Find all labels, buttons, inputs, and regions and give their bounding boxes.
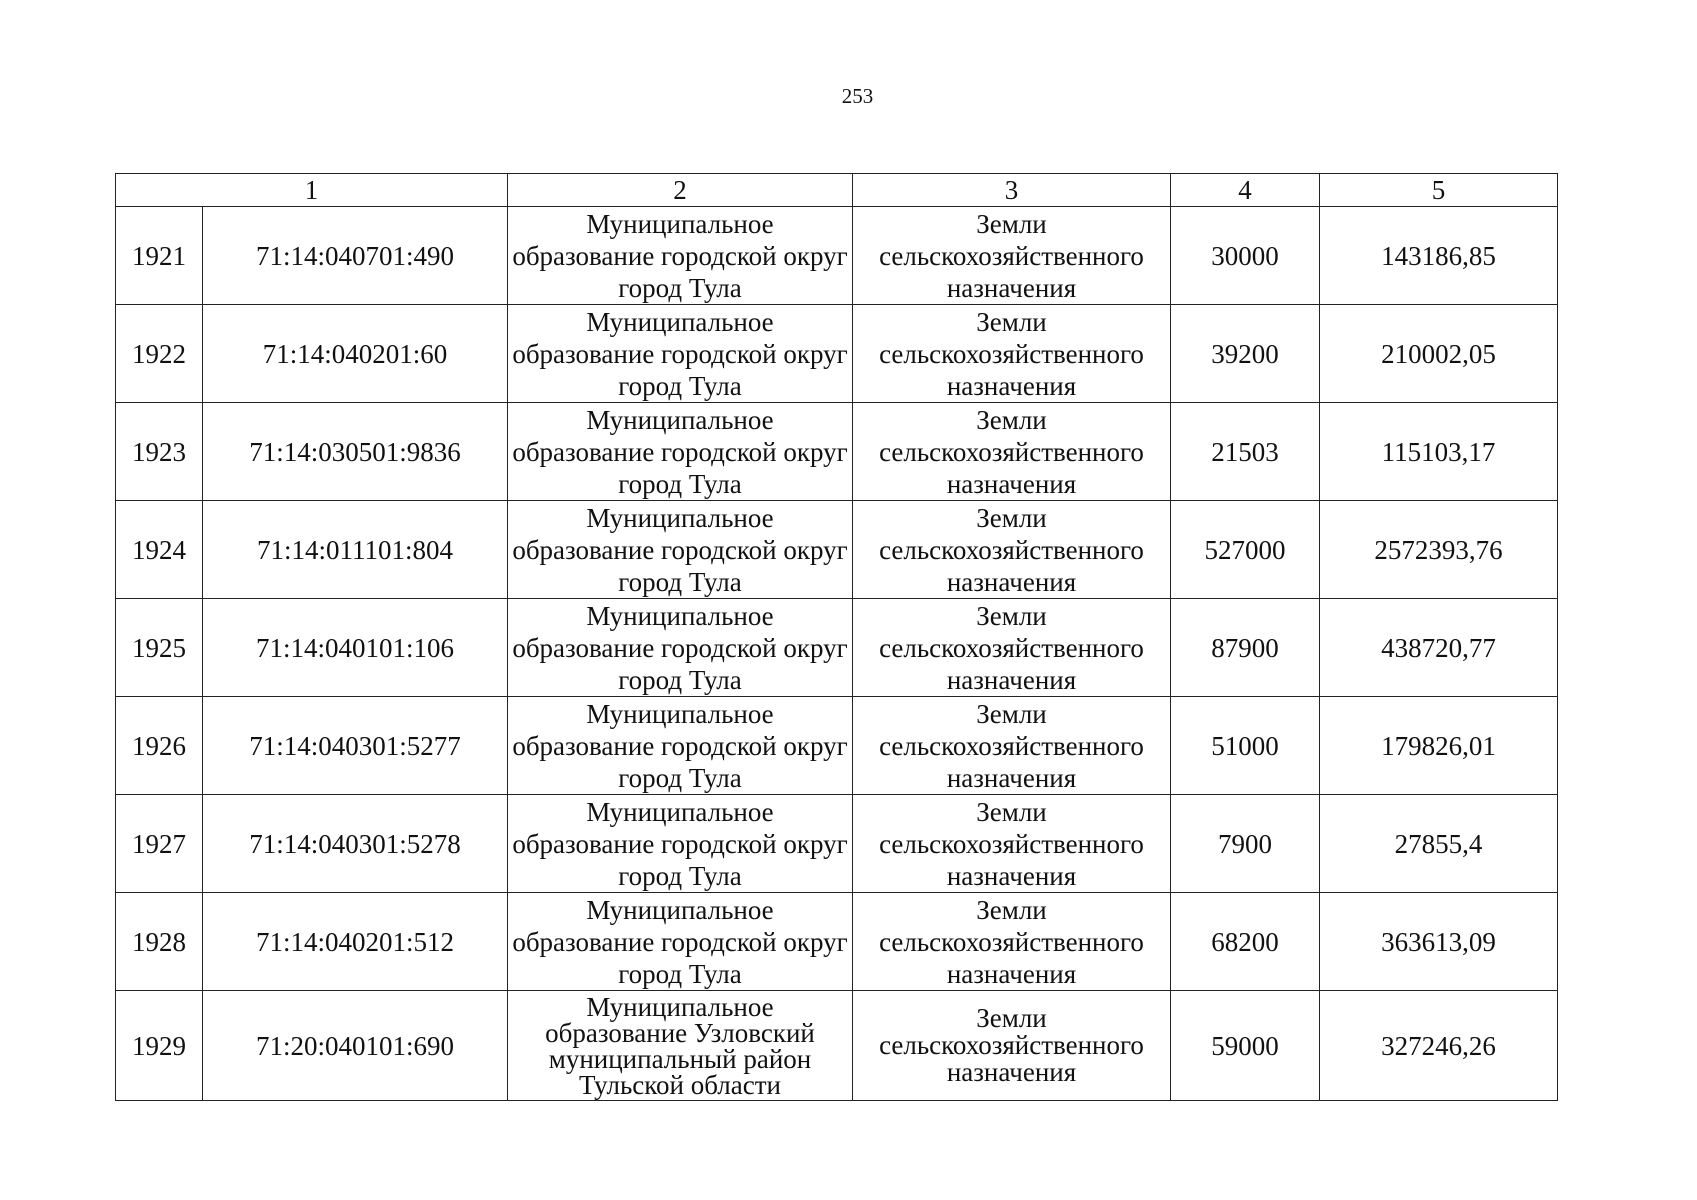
area-cell: 51000	[1171, 697, 1320, 795]
table-row	[116, 501, 1558, 599]
table-row	[116, 991, 1558, 1101]
cadastral-number-cell: 71:14:011101:804	[203, 501, 508, 599]
column-header-4: 4	[1171, 174, 1320, 207]
cadastral-number-cell: 71:14:040101:106	[203, 599, 508, 697]
cadastral-value-cell: 115103,17	[1320, 403, 1558, 501]
row-number-cell: 1923	[116, 403, 203, 501]
row-number-cell: 1924	[116, 501, 203, 599]
row-number-cell: 1922	[116, 305, 203, 403]
cadastral-number-cell: 71:14:040301:5277	[203, 697, 508, 795]
cadastral-value-cell: 179826,01	[1320, 697, 1558, 795]
table-row	[116, 403, 1558, 501]
cadastral-number-cell: 71:14:040201:512	[203, 893, 508, 991]
area-cell: 59000	[1171, 991, 1320, 1101]
cadastral-value-cell: 143186,85	[1320, 207, 1558, 305]
column-header-3: 3	[853, 174, 1171, 207]
land-category-cell: Земли сельскохозяйственного назначения	[853, 403, 1171, 501]
land-register-table	[115, 173, 1558, 1101]
cadastral-number-cell: 71:14:030501:9836	[203, 403, 508, 501]
table-row	[116, 795, 1558, 893]
area-cell: 68200	[1171, 893, 1320, 991]
land-category-cell: Земли сельскохозяйственного назначения	[853, 991, 1171, 1101]
cadastral-number-cell: 71:14:040301:5278	[203, 795, 508, 893]
area-cell: 30000	[1171, 207, 1320, 305]
area-cell: 527000	[1171, 501, 1320, 599]
row-number-cell: 1927	[116, 795, 203, 893]
land-category-cell: Земли сельскохозяйственного назначения	[853, 599, 1171, 697]
row-number-cell: 1921	[116, 207, 203, 305]
table-row	[116, 697, 1558, 795]
area-cell: 7900	[1171, 795, 1320, 893]
cadastral-value-cell: 327246,26	[1320, 991, 1558, 1101]
cadastral-value-cell: 210002,05	[1320, 305, 1558, 403]
table-row	[116, 599, 1558, 697]
column-number-header-row	[116, 174, 1558, 207]
cadastral-value-cell: 438720,77	[1320, 599, 1558, 697]
owner-cell: Муниципальное образование городской округ город Тула	[508, 501, 853, 599]
row-number-cell: 1925	[116, 599, 203, 697]
cadastral-number-cell: 71:14:040201:60	[203, 305, 508, 403]
owner-cell: Муниципальное образование городской округ город Тула	[508, 795, 853, 893]
cadastral-value-cell: 2572393,76	[1320, 501, 1558, 599]
area-cell: 21503	[1171, 403, 1320, 501]
owner-cell: Муниципальное образование городской округ город Тула	[508, 697, 853, 795]
land-category-cell: Земли сельскохозяйственного назначения	[853, 305, 1171, 403]
column-header-1: 1	[116, 174, 508, 207]
cadastral-value-cell: 27855,4	[1320, 795, 1558, 893]
area-cell: 87900	[1171, 599, 1320, 697]
cadastral-number-cell: 71:14:040701:490	[203, 207, 508, 305]
row-number-cell: 1926	[116, 697, 203, 795]
land-category-cell: Земли сельскохозяйственного назначения	[853, 207, 1171, 305]
land-category-cell: Земли сельскохозяйственного назначения	[853, 697, 1171, 795]
area-cell: 39200	[1171, 305, 1320, 403]
owner-cell: Муниципальное образование Узловский муниципальный район Тульской области	[508, 991, 853, 1101]
table-row	[116, 893, 1558, 991]
row-number-cell: 1928	[116, 893, 203, 991]
owner-cell: Муниципальное образование городской округ город Тула	[508, 403, 853, 501]
cadastral-value-cell: 363613,09	[1320, 893, 1558, 991]
cadastral-number-cell: 71:20:040101:690	[203, 991, 508, 1101]
table-row	[116, 305, 1558, 403]
table-row	[116, 207, 1558, 305]
page-number: 253	[841, 84, 874, 108]
row-number-cell: 1929	[116, 991, 203, 1101]
owner-cell: Муниципальное образование городской округ город Тула	[508, 893, 853, 991]
owner-cell: Муниципальное образование городской округ город Тула	[508, 207, 853, 305]
land-category-cell: Земли сельскохозяйственного назначения	[853, 795, 1171, 893]
column-header-5: 5	[1320, 174, 1558, 207]
land-category-cell: Земли сельскохозяйственного назначения	[853, 893, 1171, 991]
owner-cell: Муниципальное образование городской округ город Тула	[508, 599, 853, 697]
owner-cell: Муниципальное образование городской округ город Тула	[508, 305, 853, 403]
column-header-2: 2	[508, 174, 853, 207]
land-category-cell: Земли сельскохозяйственного назначения	[853, 501, 1171, 599]
